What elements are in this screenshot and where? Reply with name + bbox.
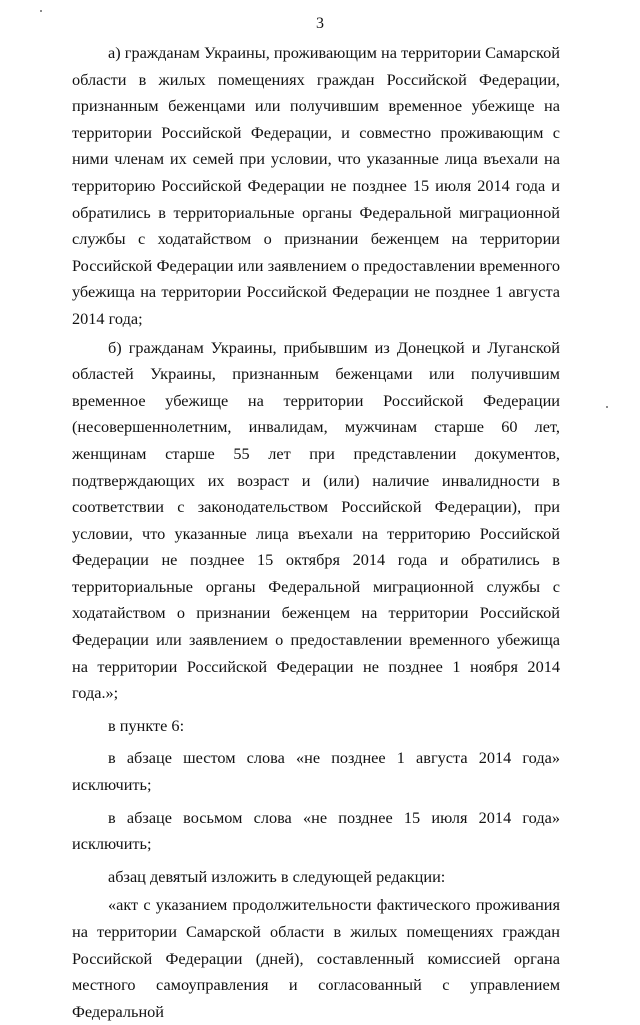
paragraph-amendment-sixth: в абзаце шестом слова «не позднее 1 августа 2014 года» исключить;: [72, 748, 560, 795]
paragraph-subitem-b: б) гражданам Украины, прибывшим из Донецкой и Луганской областей Украины, признанным беженцами или получившим временное убежище на территории Российской Федерации (несовершеннолетним, инвалидам, мужчинам старше 60 лет, женщинам старше 55 лет при представлении документов, подтверждающих их возраст и (или) наличие инвалидности в соответствии с законодательством Российской Федерации), при условии, что указанные лица въехали на территорию Российской Федерации не позднее 15 октября 2014 года и обратились в территориальные органы Федеральной миграционной службы с ходатайством о признании беженцем на территории Российской Федерации или заявлением о предоставлении временного убежища на территории Российской Федерации не позднее 1 ноября 2014 года.»;: [72, 337, 560, 703]
document-body: [72, 40, 560, 1025]
paragraph-clause-6-intro: в пункте 6:: [108, 715, 185, 735]
paragraph-ninth-new-text: «акт с указанием продолжительности фактического проживания на территории Самарской области в жилых помещениях граждан Российской Федерации (дней), составленный комиссией органа местного самоуправления и согласованный с управлением Федеральной: [72, 895, 560, 1021]
paragraph-amendment-eighth: в абзаце восьмом слова «не позднее 15 июля 2014 года» исключить;: [72, 807, 560, 854]
paragraph-amendment-ninth-intro: абзац девятый изложить в следующей редакции:: [108, 866, 446, 886]
scan-speck: [40, 10, 42, 12]
scan-speck: [606, 406, 608, 408]
paragraph-subitem-a: а) гражданам Украины, проживающим на территории Самарской области в жилых помещениях граждан Российской Федерации, признанным беженцами или получившим временное убежище на территории Российской Федерации, и совместно проживающим с ними членам их семей при условии, что указанные лица въехали на территорию Российской Федерации не позднее 15 июля 2014 года и обратились в территориальные органы Федеральной миграционной службы с ходатайством о признании беженцем на территории Российской Федерации или заявлением о предоставлении временного убежища на территории Российской Федерации не позднее 1 августа 2014 года;: [72, 43, 560, 328]
page-number: 3: [316, 15, 324, 32]
